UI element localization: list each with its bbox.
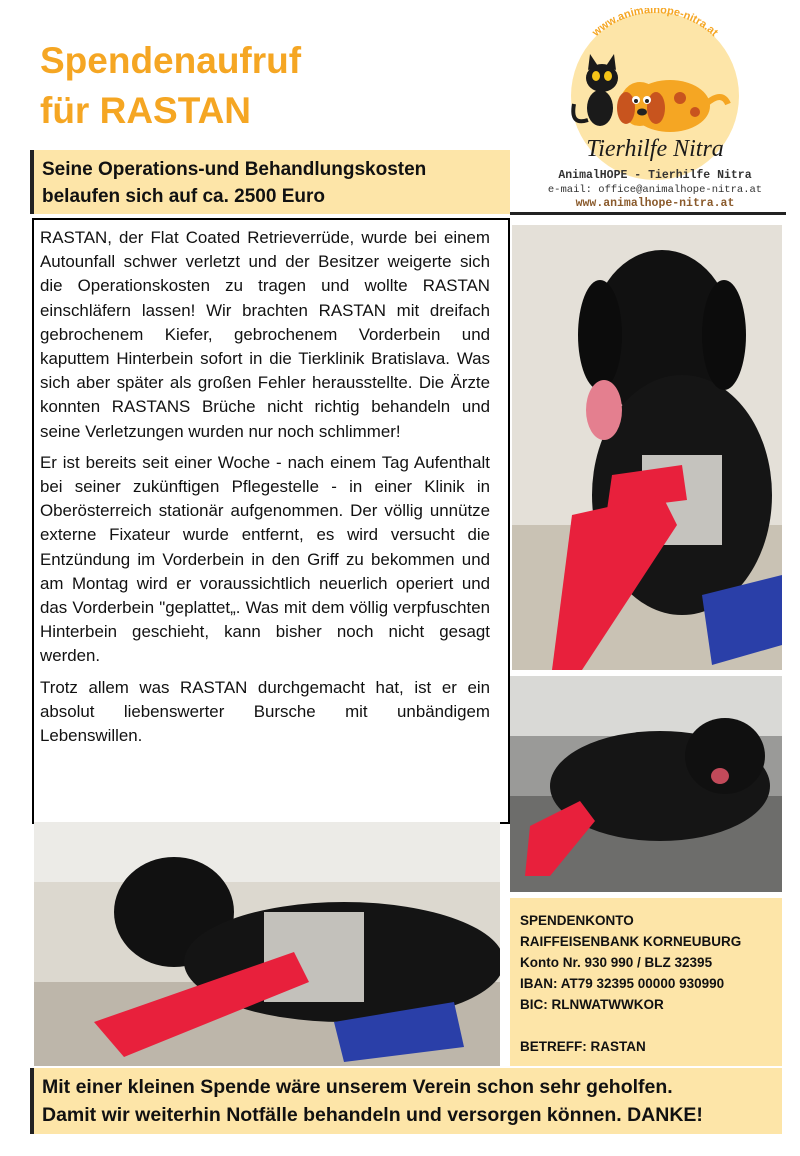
bank-line-2: RAIFFEISENBANK KORNEUBURG (520, 934, 742, 949)
dog-photo-lying-floor (34, 822, 500, 1066)
bank-line-6: BETREFF: RASTAN (520, 1039, 646, 1054)
cost-subtitle-box (30, 150, 510, 214)
logo-arc-text: www.animalhope-nitra.at (590, 8, 721, 39)
bank-line-5: BIC: RLNWATWWKOR (520, 997, 664, 1012)
dog-photo-lying-car (510, 676, 782, 892)
donation-appeal-box (30, 1068, 782, 1134)
subtitle-line-2: belaufen sich auf ca. 2500 Euro (42, 186, 325, 207)
appeal-line-1: Mit einer kleinen Spende wäre unserem Verein schon sehr geholfen. (42, 1076, 673, 1098)
story-paragraph-2: Er ist bereits seit einer Woche - nach einem Tag Aufenthalt bei seiner zukünftigen Pflegestelle - in einer Klinik in Oberösterreich stationär aufgenommen. Der völlig unnütze externe Fixateur wurde entfernt, es wird versucht die Entzündung im Vorderbein in den Griff zu bekommen und am Montag wird er voraussichtlich neuerlich operiert und das Vorderbein "geplattet„. Was mit dem völlig verpfuschten Hinterbein geschieht, kann bisher noch nicht gesagt werden. (40, 452, 490, 666)
organization-logo (530, 8, 780, 208)
logo-email-line: e-mail: office@animalhope-nitra.at (547, 184, 763, 196)
bank-line-1: SPENDENKONTO (520, 913, 634, 928)
page-title (40, 36, 480, 136)
divider (510, 212, 786, 215)
story-paragraph-3: Trotz allem was RASTAN durchgemacht hat, ist er ein absolut liebenswerter Bursche mit unbändigem Lebenswillen. (40, 677, 490, 746)
subtitle-line-1: Seine Operations-und Behandlungskosten (42, 159, 427, 180)
story-text (40, 226, 490, 755)
story-paragraph-1: RASTAN, der Flat Coated Retrieverrüde, wurde bei einem Autounfall schwer verletzt und der Besitzer weigerte sich die Operationskosten zu tragen und wollte RASTAN einschläfern lassen! Wir brachten RASTAN mit dreifach gebrochenem Kiefer, gebrochenem Vorderbein und kaputtem Hinterbein sofort in die Tierklinik Bratislava. Was sich aber später als großen Fehler herausstellte. Die Ärzte konnten RASTANS Brüche nicht richtig behandeln und seine Verletzungen wurden nur noch schlimmer! (40, 228, 490, 441)
title-line-2: für RASTAN (40, 90, 252, 131)
logo-web-line: www.animalhope-nitra.at (575, 197, 735, 208)
appeal-line-2: Damit wir weiterhin Notfälle behandeln und versorgen können. DANKE! (42, 1104, 703, 1126)
logo-graphic (530, 8, 780, 208)
bank-line-4: IBAN: AT79 32395 00000 930990 (520, 976, 725, 991)
logo-brand-text: Tierhilfe Nitra (586, 136, 724, 162)
logo-org-line: AnimalHOPE - Tierhilfe Nitra (558, 169, 752, 182)
bank-details-box (510, 898, 782, 1066)
dog-photo-sitting (512, 225, 782, 670)
bank-line-3: Konto Nr. 930 990 / BLZ 32395 (520, 955, 713, 970)
title-line-1: Spendenaufruf (40, 40, 302, 81)
